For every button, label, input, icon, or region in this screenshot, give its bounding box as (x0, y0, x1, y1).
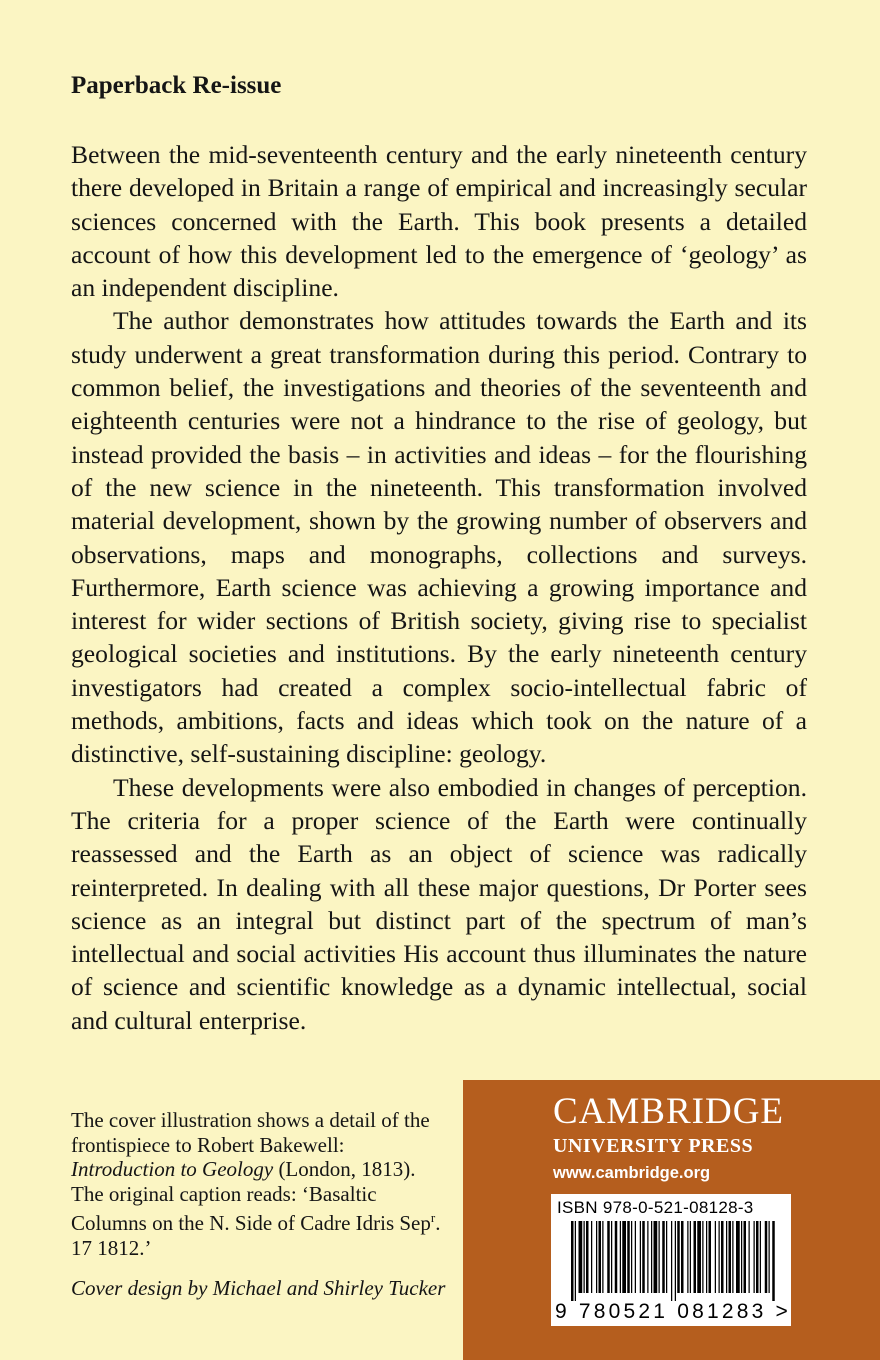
barcode-bar (749, 1221, 750, 1293)
barcode-bar (654, 1221, 658, 1293)
barcode-image (571, 1221, 777, 1301)
barcode-bar (579, 1221, 583, 1293)
publisher-url: www.cambridge.org (553, 1164, 711, 1182)
barcode-bar (584, 1221, 585, 1293)
barcode-bar (602, 1221, 603, 1293)
barcode-bar (709, 1221, 712, 1293)
caption-text-3: . 17 1812.’ (71, 1211, 441, 1260)
barcode-bar (666, 1221, 667, 1293)
blurb-paragraph-2: The author demonstrates how attitudes towards the Earth and its study underwent a great transformation during this period. Contrary to common belief, the investigations and theories of the seventeenth and eighteenth centuries were not a hindrance to the rise of geology, but instead provided the basis – in activities and ideas – for the flourishing of the new science in the nineteenth. This transformation involved material development, shown by the growing number of observers and observations, maps and monographs, collections and surveys. Furthermore, Earth science was achieving a growing importance and interest for wider sections of British society, giving rise to specialist geological societies and institutions. By the early nineteenth century investigators had created a complex socio-intellectual fabric of methods, ambitions, facts and ideas which took on the nature of a distinctive, self-sustaining discipline: geology. (71, 306, 807, 769)
barcode-bar (662, 1221, 665, 1293)
barcode-bar (690, 1221, 691, 1293)
barcode-bar (741, 1221, 742, 1293)
blurb-text (71, 138, 807, 1037)
barcode-bar (571, 1221, 574, 1301)
barcode-bar (744, 1221, 747, 1293)
barcode-bar (715, 1221, 716, 1293)
barcode-bar (651, 1221, 652, 1293)
barcode-bar (607, 1221, 610, 1293)
section-heading: Paperback Re-issue (71, 72, 282, 99)
cover-design-credit: Cover design by Michael and Shirley Tucker (71, 1276, 446, 1300)
barcode-bar (586, 1221, 589, 1293)
barcode-bar (736, 1221, 740, 1293)
barcode-bar (575, 1221, 576, 1301)
barcode-bar (754, 1221, 755, 1293)
barcode-bar (620, 1221, 621, 1293)
barcode-bar (756, 1221, 759, 1293)
barcode-bar (627, 1221, 630, 1293)
barcode-bar (719, 1221, 720, 1293)
barcode-bar (681, 1221, 684, 1293)
blurb-paragraph-1: Between the mid-seventeenth century and the early nineteenth century there developed in Britain a range of empirical and increasingly secular sciences concerned with the Earth. This book presents a detailed account of how this development led to the emergence of ‘geology’ as an independent discipline. (71, 140, 807, 303)
publisher-name: CAMBRIDGE (553, 1091, 785, 1132)
barcode-bar (706, 1221, 707, 1293)
barcode-bar (631, 1221, 632, 1293)
barcode-bar (697, 1221, 701, 1293)
publisher-panel (463, 1080, 880, 1360)
publisher-subtitle: UNIVERSITY PRESS (553, 1135, 754, 1157)
blurb-paragraph-3: These developments were also embodied in changes of perception. The criteria for a proper science of the Earth were continually reassessed and the Earth as an object of science was radically reinterpreted. In dealing with all these major questions, Dr Porter sees science as an integral but distinct part of the spectrum of man’s intellectual and social activities His account thus illuminates the nature of science and scientific knowledge as a dynamic intellectual, social and cultural enterprise. (71, 772, 807, 1035)
barcode-bar (591, 1221, 592, 1293)
barcode-bar (635, 1221, 636, 1293)
caption-text-1: The cover illustration shows a detail of the frontispiece to Robert Bakewell: (71, 1108, 430, 1157)
barcode-bar (732, 1221, 733, 1293)
barcode-bar (702, 1221, 703, 1293)
cover-illustration-caption (71, 1108, 451, 1260)
barcode-bar (675, 1221, 676, 1301)
barcode-bar (760, 1221, 761, 1293)
barcode-bar (640, 1221, 641, 1293)
barcode-bar (671, 1221, 672, 1301)
isbn-barcode-box (551, 1194, 791, 1326)
barcode-bar (611, 1221, 612, 1293)
barcode-bar (615, 1221, 618, 1293)
barcode-bar (622, 1221, 626, 1293)
caption-text-2: (London, 1813). The original caption reads: ‘Basaltic Columns on the N. Side of Cadre Idris Sep (71, 1157, 431, 1235)
barcode-bar (599, 1221, 602, 1293)
barcode-bar (596, 1221, 597, 1293)
caption-superscript: r (430, 1210, 436, 1225)
barcode-bar (659, 1221, 660, 1293)
isbn-label: ISBN 978-0-521-08128-3 (557, 1198, 754, 1217)
barcode-bar (772, 1221, 775, 1301)
barcode-bar (687, 1221, 688, 1293)
barcode-bar (677, 1221, 680, 1293)
barcode-bar (726, 1221, 727, 1293)
caption-book-title: Introduction to Geology (71, 1157, 274, 1181)
barcode-bar (765, 1221, 768, 1293)
barcode-bar (769, 1221, 770, 1293)
barcode-bar (721, 1221, 724, 1293)
barcode-bar (647, 1221, 648, 1293)
barcode-bar (642, 1221, 645, 1293)
barcode-bar (729, 1221, 732, 1293)
barcode-digits: 9 780521 081283 > (555, 1300, 791, 1323)
barcode-bar (694, 1221, 697, 1293)
